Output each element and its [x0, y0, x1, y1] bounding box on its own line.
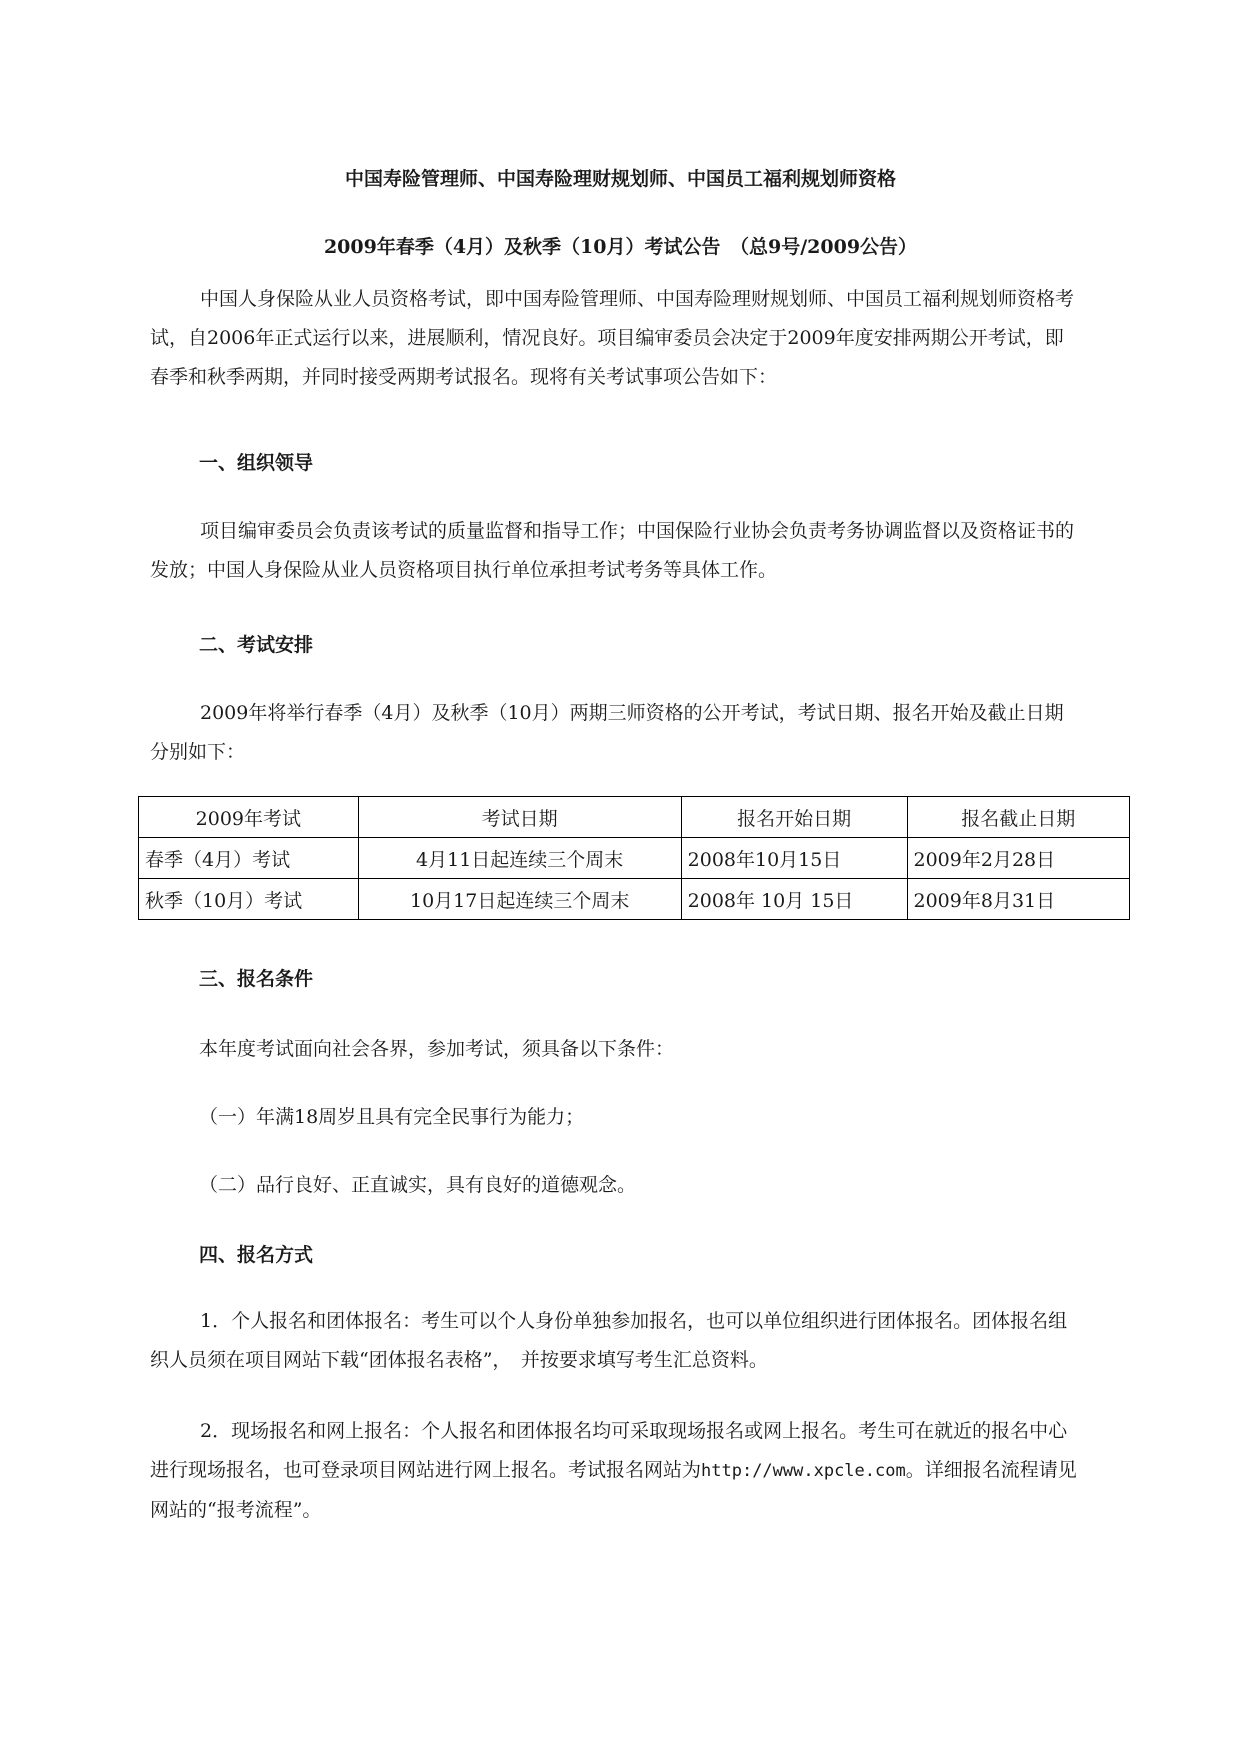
- section4-paragraph-2-text: 2．现场报名和网上报名：个人报名和团体报名均可采取现场报名或网上报名。考生可在就近的报名中心进行现场报名，也可登录项目网站进行网上报名。考试报名网站为: [150, 1420, 1068, 1481]
- table-cell: 2008年10月15日: [681, 838, 907, 879]
- table-header-cell: 报名截止日期: [907, 797, 1130, 838]
- section4-paragraph-1: 1．个人报名和团体报名：考生可以个人身份单独参加报名，也可以单位组织进行团体报名。团体报名组织人员须在项目网站下载“团体报名表格”， 并按要求填写考生汇总资料。: [150, 1310, 1068, 1371]
- section2-heading: 二、考试安排: [199, 634, 314, 656]
- intro-paragraph: 中国人身保险从业人员资格考试，即中国寿险管理师、中国寿险理财规划师、中国员工福利规划师资格考试，自2006年正式运行以来，进展顺利，情况良好。项目编审委员会决定于2009年度安排两期公开考试，即春季和秋季两期，并同时接受两期考试报名。现将有关考试事项公告如下：: [150, 288, 1075, 388]
- table-cell: 4月11日起连续三个周末: [358, 838, 681, 879]
- section4-heading: 四、报名方式: [199, 1244, 314, 1266]
- table-row: [139, 838, 1130, 879]
- table-cell: 10月17日起连续三个周末: [358, 879, 681, 920]
- table-header-row: [139, 797, 1130, 838]
- table-cell: 春季（4月）考试: [139, 838, 359, 879]
- table-header-cell: 报名开始日期: [681, 797, 907, 838]
- exam-schedule-table: [138, 796, 1130, 920]
- condition-item-2: （二）品行良好、正直诚实，具有良好的道德观念。: [199, 1174, 637, 1196]
- section3-heading: 三、报名条件: [199, 968, 314, 990]
- registration-website-url: http://www.xpcle.com: [701, 1461, 906, 1481]
- document-title-line2: 2009年春季（4月）及秋季（10月）考试公告 （总9号/2009公告）: [323, 236, 918, 258]
- table-cell: 2009年2月28日: [907, 838, 1130, 879]
- section4-paragraph-2: [150, 1412, 1080, 1530]
- condition-item-1: （一）年满18周岁且具有完全民事行为能力；: [199, 1106, 585, 1128]
- table-row: [139, 879, 1130, 920]
- table-cell: 2008年 10月 15日: [681, 879, 907, 920]
- section2-body: 2009年将举行春季（4月）及秋季（10月）两期三师资格的公开考试，考试日期、报名开始及截止日期分别如下：: [150, 702, 1064, 763]
- table-cell: 秋季（10月）考试: [139, 879, 359, 920]
- table-cell: 2009年8月31日: [907, 879, 1130, 920]
- section3-intro: 本年度考试面向社会各界，参加考试，须具备以下条件：: [199, 1038, 675, 1060]
- section4-paragraph-2-tail: 。详细报名流程请见网站的“报考流程”。: [150, 1459, 1077, 1521]
- table-header-cell: 2009年考试: [139, 797, 359, 838]
- section1-body: 项目编审委员会负责该考试的质量监督和指导工作；中国保险行业协会负责考务协调监督以及资格证书的发放；中国人身保险从业人员资格项目执行单位承担考试考务等具体工作。: [150, 520, 1075, 581]
- table-header-cell: 考试日期: [358, 797, 681, 838]
- document-title-line1: 中国寿险管理师、中国寿险理财规划师、中国员工福利规划师资格: [344, 168, 896, 190]
- section1-heading: 一、组织领导: [199, 452, 314, 474]
